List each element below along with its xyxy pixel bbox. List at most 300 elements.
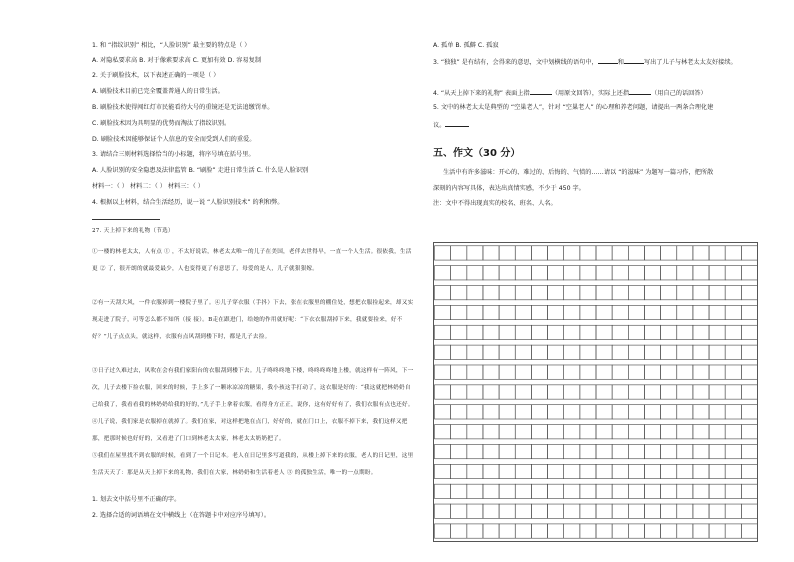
grid-cell[interactable] <box>564 345 580 359</box>
grid-cell[interactable] <box>435 504 451 518</box>
grid-cell[interactable] <box>435 405 451 419</box>
grid-cell[interactable] <box>741 444 757 458</box>
grid-cell[interactable] <box>644 345 660 359</box>
grid-cell[interactable] <box>548 305 564 319</box>
grid-cell[interactable] <box>580 365 596 379</box>
grid-cell[interactable] <box>499 365 515 379</box>
grid-cell[interactable] <box>709 365 725 379</box>
grid-cell[interactable] <box>564 405 580 419</box>
grid-cell[interactable] <box>483 266 499 280</box>
grid-cell[interactable] <box>515 385 531 399</box>
grid-cell[interactable] <box>435 266 451 280</box>
grid-cell[interactable] <box>515 325 531 339</box>
grid-cell[interactable] <box>499 286 515 300</box>
grid-cell[interactable] <box>612 484 628 498</box>
grid-cell[interactable] <box>467 405 483 419</box>
grid-cell[interactable] <box>725 305 741 319</box>
grid-cell[interactable] <box>515 484 531 498</box>
grid-cell[interactable] <box>612 444 628 458</box>
grid-cell[interactable] <box>693 385 709 399</box>
grid-cell[interactable] <box>515 504 531 518</box>
grid-cell[interactable] <box>661 484 677 498</box>
grid-cell[interactable] <box>564 524 580 538</box>
grid-cell[interactable] <box>499 345 515 359</box>
grid-cell[interactable] <box>709 266 725 280</box>
grid-cell[interactable] <box>548 504 564 518</box>
grid-cell[interactable] <box>467 286 483 300</box>
grid-cell[interactable] <box>741 266 757 280</box>
grid-cell[interactable] <box>612 345 628 359</box>
grid-cell[interactable] <box>531 405 547 419</box>
grid-cell[interactable] <box>548 345 564 359</box>
grid-cell[interactable] <box>628 464 644 478</box>
grid-cell[interactable] <box>725 524 741 538</box>
grid-cell[interactable] <box>499 444 515 458</box>
grid-cell[interactable] <box>677 266 693 280</box>
grid-cell[interactable] <box>628 286 644 300</box>
grid-cell[interactable] <box>435 524 451 538</box>
grid-cell[interactable] <box>709 524 725 538</box>
grid-cell[interactable] <box>548 405 564 419</box>
grid-cell[interactable] <box>661 365 677 379</box>
grid-cell[interactable] <box>564 425 580 439</box>
answer-blank[interactable] <box>445 120 469 127</box>
grid-cell[interactable] <box>483 365 499 379</box>
grid-cell[interactable] <box>564 305 580 319</box>
grid-cell[interactable] <box>677 504 693 518</box>
grid-cell[interactable] <box>531 246 547 260</box>
grid-cell[interactable] <box>677 345 693 359</box>
grid-cell[interactable] <box>693 464 709 478</box>
grid-cell[interactable] <box>661 504 677 518</box>
grid-cell[interactable] <box>725 444 741 458</box>
grid-cell[interactable] <box>661 524 677 538</box>
grid-cell[interactable] <box>693 425 709 439</box>
grid-cell[interactable] <box>677 286 693 300</box>
grid-cell[interactable] <box>628 524 644 538</box>
grid-cell[interactable] <box>580 504 596 518</box>
grid-cell[interactable] <box>741 405 757 419</box>
grid-cell[interactable] <box>661 305 677 319</box>
grid-cell[interactable] <box>515 345 531 359</box>
grid-cell[interactable] <box>677 325 693 339</box>
grid-cell[interactable] <box>580 345 596 359</box>
grid-cell[interactable] <box>741 385 757 399</box>
grid-cell[interactable] <box>725 464 741 478</box>
grid-cell[interactable] <box>451 266 467 280</box>
grid-cell[interactable] <box>467 305 483 319</box>
grid-cell[interactable] <box>612 266 628 280</box>
grid-cell[interactable] <box>451 365 467 379</box>
grid-cell[interactable] <box>483 246 499 260</box>
grid-cell[interactable] <box>741 464 757 478</box>
grid-cell[interactable] <box>596 405 612 419</box>
grid-cell[interactable] <box>499 246 515 260</box>
grid-cell[interactable] <box>644 444 660 458</box>
grid-cell[interactable] <box>499 524 515 538</box>
grid-cell[interactable] <box>467 425 483 439</box>
grid-cell[interactable] <box>644 385 660 399</box>
grid-cell[interactable] <box>677 524 693 538</box>
grid-cell[interactable] <box>693 305 709 319</box>
grid-cell[interactable] <box>515 305 531 319</box>
grid-cell[interactable] <box>709 444 725 458</box>
grid-cell[interactable] <box>741 325 757 339</box>
grid-cell[interactable] <box>580 266 596 280</box>
grid-cell[interactable] <box>741 484 757 498</box>
grid-cell[interactable] <box>693 504 709 518</box>
grid-cell[interactable] <box>451 524 467 538</box>
grid-cell[interactable] <box>725 266 741 280</box>
grid-cell[interactable] <box>612 425 628 439</box>
grid-cell[interactable] <box>693 325 709 339</box>
grid-cell[interactable] <box>709 345 725 359</box>
grid-cell[interactable] <box>548 385 564 399</box>
grid-cell[interactable] <box>499 385 515 399</box>
grid-cell[interactable] <box>644 305 660 319</box>
grid-cell[interactable] <box>709 385 725 399</box>
grid-cell[interactable] <box>483 405 499 419</box>
grid-cell[interactable] <box>628 405 644 419</box>
grid-cell[interactable] <box>596 385 612 399</box>
grid-cell[interactable] <box>580 325 596 339</box>
grid-cell[interactable] <box>435 345 451 359</box>
grid-cell[interactable] <box>483 286 499 300</box>
grid-cell[interactable] <box>451 385 467 399</box>
grid-cell[interactable] <box>677 385 693 399</box>
grid-cell[interactable] <box>515 444 531 458</box>
grid-cell[interactable] <box>435 365 451 379</box>
grid-cell[interactable] <box>451 425 467 439</box>
grid-cell[interactable] <box>628 425 644 439</box>
grid-cell[interactable] <box>451 325 467 339</box>
grid-cell[interactable] <box>693 365 709 379</box>
grid-cell[interactable] <box>580 405 596 419</box>
grid-cell[interactable] <box>596 484 612 498</box>
grid-cell[interactable] <box>548 425 564 439</box>
grid-cell[interactable] <box>693 484 709 498</box>
grid-cell[interactable] <box>564 484 580 498</box>
answer-blank[interactable] <box>629 88 651 95</box>
grid-cell[interactable] <box>628 385 644 399</box>
grid-cell[interactable] <box>661 246 677 260</box>
grid-cell[interactable] <box>612 524 628 538</box>
grid-cell[interactable] <box>612 305 628 319</box>
grid-cell[interactable] <box>467 246 483 260</box>
grid-cell[interactable] <box>435 464 451 478</box>
grid-cell[interactable] <box>612 325 628 339</box>
grid-cell[interactable] <box>596 444 612 458</box>
grid-cell[interactable] <box>661 425 677 439</box>
grid-cell[interactable] <box>612 385 628 399</box>
grid-cell[interactable] <box>515 464 531 478</box>
grid-cell[interactable] <box>693 286 709 300</box>
grid-cell[interactable] <box>661 385 677 399</box>
grid-cell[interactable] <box>499 325 515 339</box>
grid-cell[interactable] <box>709 464 725 478</box>
grid-cell[interactable] <box>531 425 547 439</box>
grid-cell[interactable] <box>661 405 677 419</box>
grid-cell[interactable] <box>515 286 531 300</box>
grid-cell[interactable] <box>644 464 660 478</box>
grid-cell[interactable] <box>628 504 644 518</box>
grid-cell[interactable] <box>709 325 725 339</box>
grid-cell[interactable] <box>725 385 741 399</box>
grid-cell[interactable] <box>451 444 467 458</box>
grid-cell[interactable] <box>531 305 547 319</box>
grid-cell[interactable] <box>548 266 564 280</box>
grid-cell[interactable] <box>644 524 660 538</box>
grid-cell[interactable] <box>644 246 660 260</box>
grid-cell[interactable] <box>612 405 628 419</box>
grid-cell[interactable] <box>661 444 677 458</box>
grid-cell[interactable] <box>661 286 677 300</box>
grid-cell[interactable] <box>709 305 725 319</box>
grid-cell[interactable] <box>677 246 693 260</box>
grid-cell[interactable] <box>548 365 564 379</box>
grid-cell[interactable] <box>741 305 757 319</box>
grid-cell[interactable] <box>693 444 709 458</box>
grid-cell[interactable] <box>564 325 580 339</box>
grid-cell[interactable] <box>531 325 547 339</box>
grid-cell[interactable] <box>515 246 531 260</box>
grid-cell[interactable] <box>693 345 709 359</box>
grid-cell[interactable] <box>596 425 612 439</box>
answer-blank[interactable] <box>624 57 644 64</box>
grid-cell[interactable] <box>483 345 499 359</box>
grid-cell[interactable] <box>548 484 564 498</box>
grid-cell[interactable] <box>515 425 531 439</box>
grid-cell[interactable] <box>499 504 515 518</box>
grid-cell[interactable] <box>693 524 709 538</box>
grid-cell[interactable] <box>499 405 515 419</box>
grid-cell[interactable] <box>644 405 660 419</box>
grid-cell[interactable] <box>499 425 515 439</box>
grid-cell[interactable] <box>661 464 677 478</box>
grid-cell[interactable] <box>564 444 580 458</box>
grid-cell[interactable] <box>435 484 451 498</box>
grid-cell[interactable] <box>580 246 596 260</box>
grid-cell[interactable] <box>531 504 547 518</box>
grid-cell[interactable] <box>564 266 580 280</box>
grid-cell[interactable] <box>741 286 757 300</box>
grid-cell[interactable] <box>644 325 660 339</box>
grid-cell[interactable] <box>596 504 612 518</box>
grid-cell[interactable] <box>548 464 564 478</box>
grid-cell[interactable] <box>741 524 757 538</box>
grid-cell[interactable] <box>435 246 451 260</box>
grid-cell[interactable] <box>725 484 741 498</box>
grid-cell[interactable] <box>580 286 596 300</box>
grid-cell[interactable] <box>467 325 483 339</box>
grid-cell[interactable] <box>467 345 483 359</box>
grid-cell[interactable] <box>725 405 741 419</box>
grid-cell[interactable] <box>677 405 693 419</box>
grid-cell[interactable] <box>564 464 580 478</box>
grid-cell[interactable] <box>531 385 547 399</box>
grid-cell[interactable] <box>709 286 725 300</box>
grid-cell[interactable] <box>725 504 741 518</box>
grid-cell[interactable] <box>580 444 596 458</box>
grid-cell[interactable] <box>435 425 451 439</box>
grid-cell[interactable] <box>596 365 612 379</box>
grid-cell[interactable] <box>564 365 580 379</box>
grid-cell[interactable] <box>483 464 499 478</box>
grid-cell[interactable] <box>709 484 725 498</box>
grid-cell[interactable] <box>612 246 628 260</box>
grid-cell[interactable] <box>677 464 693 478</box>
grid-cell[interactable] <box>709 425 725 439</box>
grid-cell[interactable] <box>612 365 628 379</box>
grid-cell[interactable] <box>628 365 644 379</box>
grid-cell[interactable] <box>499 464 515 478</box>
grid-cell[interactable] <box>451 464 467 478</box>
grid-cell[interactable] <box>725 246 741 260</box>
grid-cell[interactable] <box>483 524 499 538</box>
grid-cell[interactable] <box>709 246 725 260</box>
grid-cell[interactable] <box>725 365 741 379</box>
grid-cell[interactable] <box>564 504 580 518</box>
grid-cell[interactable] <box>580 484 596 498</box>
grid-cell[interactable] <box>677 444 693 458</box>
grid-cell[interactable] <box>596 325 612 339</box>
grid-cell[interactable] <box>499 305 515 319</box>
grid-cell[interactable] <box>661 266 677 280</box>
grid-cell[interactable] <box>596 246 612 260</box>
grid-cell[interactable] <box>628 305 644 319</box>
grid-cell[interactable] <box>467 444 483 458</box>
grid-cell[interactable] <box>467 524 483 538</box>
grid-cell[interactable] <box>515 405 531 419</box>
grid-cell[interactable] <box>661 345 677 359</box>
grid-cell[interactable] <box>709 405 725 419</box>
grid-cell[interactable] <box>564 246 580 260</box>
grid-cell[interactable] <box>451 405 467 419</box>
grid-cell[interactable] <box>435 444 451 458</box>
grid-cell[interactable] <box>531 345 547 359</box>
grid-cell[interactable] <box>531 365 547 379</box>
answer-blank[interactable] <box>598 57 618 64</box>
grid-cell[interactable] <box>451 484 467 498</box>
grid-cell[interactable] <box>693 405 709 419</box>
grid-cell[interactable] <box>451 345 467 359</box>
writing-grid[interactable] <box>433 242 758 542</box>
grid-cell[interactable] <box>644 286 660 300</box>
grid-cell[interactable] <box>693 266 709 280</box>
grid-cell[interactable] <box>596 345 612 359</box>
grid-cell[interactable] <box>531 444 547 458</box>
grid-cell[interactable] <box>467 266 483 280</box>
grid-cell[interactable] <box>435 286 451 300</box>
grid-cell[interactable] <box>644 484 660 498</box>
grid-cell[interactable] <box>677 425 693 439</box>
grid-cell[interactable] <box>693 246 709 260</box>
grid-cell[interactable] <box>548 246 564 260</box>
grid-cell[interactable] <box>435 385 451 399</box>
grid-cell[interactable] <box>741 504 757 518</box>
grid-cell[interactable] <box>515 365 531 379</box>
grid-cell[interactable] <box>725 425 741 439</box>
grid-cell[interactable] <box>644 266 660 280</box>
grid-cell[interactable] <box>451 246 467 260</box>
grid-cell[interactable] <box>531 464 547 478</box>
grid-cell[interactable] <box>531 484 547 498</box>
grid-cell[interactable] <box>564 385 580 399</box>
grid-cell[interactable] <box>483 325 499 339</box>
grid-cell[interactable] <box>741 425 757 439</box>
grid-cell[interactable] <box>725 325 741 339</box>
grid-cell[interactable] <box>580 385 596 399</box>
grid-cell[interactable] <box>548 325 564 339</box>
grid-cell[interactable] <box>612 286 628 300</box>
grid-cell[interactable] <box>596 286 612 300</box>
grid-cell[interactable] <box>451 504 467 518</box>
grid-cell[interactable] <box>644 425 660 439</box>
grid-cell[interactable] <box>596 266 612 280</box>
grid-cell[interactable] <box>596 464 612 478</box>
grid-cell[interactable] <box>644 365 660 379</box>
grid-cell[interactable] <box>483 425 499 439</box>
grid-cell[interactable] <box>741 365 757 379</box>
grid-cell[interactable] <box>741 246 757 260</box>
grid-cell[interactable] <box>741 345 757 359</box>
grid-cell[interactable] <box>580 305 596 319</box>
grid-cell[interactable] <box>483 385 499 399</box>
grid-cell[interactable] <box>596 524 612 538</box>
grid-cell[interactable] <box>548 524 564 538</box>
grid-cell[interactable] <box>628 345 644 359</box>
grid-cell[interactable] <box>580 464 596 478</box>
grid-cell[interactable] <box>725 286 741 300</box>
grid-cell[interactable] <box>628 444 644 458</box>
grid-cell[interactable] <box>628 266 644 280</box>
grid-cell[interactable] <box>499 266 515 280</box>
grid-cell[interactable] <box>467 464 483 478</box>
grid-cell[interactable] <box>612 504 628 518</box>
grid-cell[interactable] <box>564 286 580 300</box>
grid-cell[interactable] <box>677 484 693 498</box>
grid-cell[interactable] <box>531 286 547 300</box>
grid-cell[interactable] <box>467 365 483 379</box>
grid-cell[interactable] <box>661 325 677 339</box>
grid-cell[interactable] <box>677 365 693 379</box>
grid-cell[interactable] <box>483 305 499 319</box>
grid-cell[interactable] <box>531 266 547 280</box>
grid-cell[interactable] <box>515 524 531 538</box>
grid-cell[interactable] <box>612 464 628 478</box>
grid-cell[interactable] <box>580 425 596 439</box>
grid-cell[interactable] <box>709 504 725 518</box>
grid-cell[interactable] <box>483 444 499 458</box>
grid-cell[interactable] <box>725 345 741 359</box>
grid-cell[interactable] <box>451 286 467 300</box>
grid-cell[interactable] <box>451 305 467 319</box>
grid-cell[interactable] <box>628 484 644 498</box>
grid-cell[interactable] <box>596 305 612 319</box>
grid-cell[interactable] <box>548 444 564 458</box>
grid-cell[interactable] <box>677 305 693 319</box>
grid-cell[interactable] <box>467 385 483 399</box>
grid-cell[interactable] <box>644 504 660 518</box>
grid-cell[interactable] <box>435 305 451 319</box>
grid-cell[interactable] <box>531 524 547 538</box>
grid-cell[interactable] <box>435 325 451 339</box>
grid-cell[interactable] <box>467 504 483 518</box>
grid-cell[interactable] <box>628 325 644 339</box>
grid-cell[interactable] <box>580 524 596 538</box>
grid-cell[interactable] <box>628 246 644 260</box>
grid-cell[interactable] <box>515 266 531 280</box>
